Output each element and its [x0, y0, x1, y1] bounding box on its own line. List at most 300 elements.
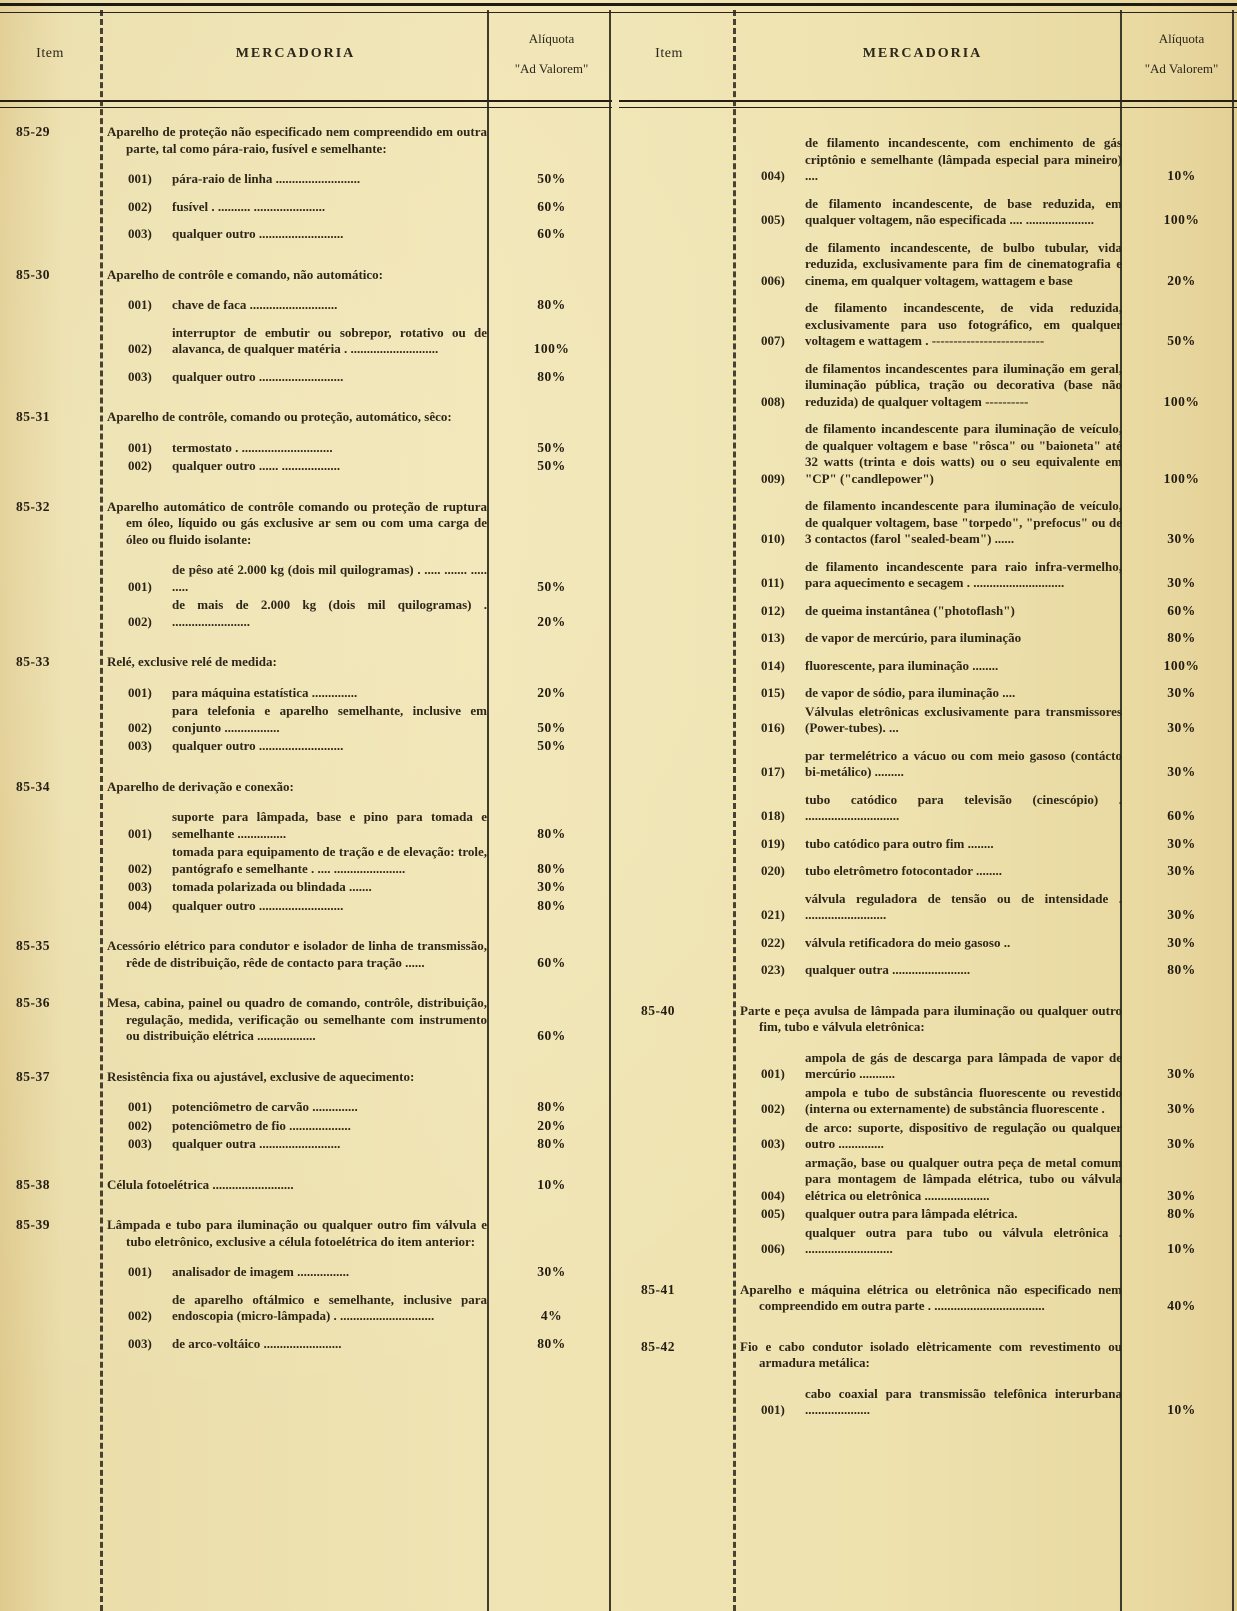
subitem-description: de filamento incandescente, de base reduzida, em qualquer voltagem, não especificada .... ..................... — [805, 195, 1122, 227]
mercadoria-description: Acessório elétrico para condutor e isolador de linha de transmissão, rêde de distribuição, rêde de contacto para tração ...... — [107, 938, 487, 970]
column-divider-item-left — [100, 10, 103, 1611]
subitem-row — [100, 738, 612, 755]
heading-row — [100, 409, 612, 426]
mercadoria-cell — [100, 124, 612, 243]
entries-right — [619, 124, 1237, 1419]
subitem-code: 007) — [761, 333, 785, 348]
table-row — [0, 779, 612, 915]
mercadoria-description: Mesa, cabina, painel ou quadro de comando, contrôle, distribuição, regulação, medida, verificação ou semelhante com instrumento ou distribuição elétrica .................. — [107, 995, 487, 1043]
subitem-description: pára-raio de linha .......................... — [172, 171, 361, 186]
right-table-half — [619, 10, 1237, 1611]
subitem-description: qualquer outra para lâmpada elétrica. — [805, 1206, 1018, 1221]
subitem-description: qualquer outro .......................... — [172, 738, 344, 753]
aliquota-value: 30% — [1167, 1101, 1196, 1116]
aliquota-value: 60% — [537, 226, 566, 241]
aliquota-value: 80% — [537, 297, 566, 312]
header-aliquota-line1: Alíquota — [1158, 31, 1205, 46]
subitem-code: 023) — [761, 962, 785, 977]
subitem-row — [100, 844, 612, 877]
aliquota-value: 80% — [1167, 630, 1196, 645]
subitem-code: 021) — [761, 907, 785, 922]
aliquota-value: 80% — [537, 825, 566, 841]
header-aliquota-line2: "Ad Valorem" — [514, 61, 589, 76]
subitem-description: fusível . .......... ...................... — [172, 198, 326, 214]
aliquota-value: 80% — [537, 368, 566, 384]
subitem-row — [100, 297, 612, 314]
subitem-row — [100, 325, 612, 358]
subitem-code: 003) — [128, 1136, 152, 1151]
heading-row — [733, 1339, 1237, 1372]
aliquota-value: 100% — [1163, 470, 1200, 486]
subitem-row — [100, 809, 612, 842]
header-item-label: Item — [655, 46, 683, 61]
table-right-border-right — [1232, 10, 1234, 1611]
subitem-description: de filamentos incandescentes para iluminação em geral, iluminação pública, tração ou decorativa (base não reduzida) de qualquer voltagem ---------- — [805, 360, 1122, 409]
subitem-description: qualquer outra ......................... — [172, 1136, 341, 1151]
subitem-description: de filamento incandescente, de bulbo tubular, vida reduzida, exclusivamente para fim de cinematografia e cinema, em qualquer voltagem, wattagem e base — [805, 239, 1122, 288]
subitem-code: 003) — [128, 879, 152, 894]
subitem-code: 003) — [761, 1136, 785, 1151]
subitem-description: de filamento incandescente para iluminação de veículo, de qualquer voltagem e base "rôsca" ou "baioneta" até 32 watts (trinta e dois watts) ou o seu equivalente em "CP" ("candlepower") — [805, 421, 1122, 486]
item-number — [619, 124, 733, 979]
subitem-code: 003) — [128, 368, 152, 384]
subitem-row — [100, 597, 612, 630]
subitem-row — [733, 300, 1237, 350]
item-number: 85-34 — [16, 778, 50, 794]
table-row — [0, 1177, 612, 1194]
aliquota-value: 10% — [1167, 168, 1196, 183]
subitem-row — [733, 1386, 1237, 1419]
mercadoria-cell — [100, 779, 612, 915]
header-mercadoria-label: MERCADORIA — [862, 46, 983, 61]
subitem-row — [733, 1155, 1237, 1205]
subitem-row — [733, 559, 1237, 592]
subitem-description: para máquina estatística .............. — [172, 684, 358, 700]
subitem-row — [733, 1050, 1237, 1083]
subitem-row — [100, 1136, 612, 1153]
aliquota-value: 20% — [537, 613, 566, 629]
subitem-code: 006) — [761, 272, 785, 288]
aliquota-value: 80% — [1167, 1206, 1196, 1221]
subitem-code: 001) — [761, 1402, 785, 1417]
table-row — [0, 124, 612, 243]
mercadoria-description: Aparelho e máquina elétrica ou eletrônica não especificado nem compreendido em outra parte . .................................. — [740, 1281, 1122, 1313]
subitem-code: 005) — [761, 1206, 785, 1221]
subitem-description: qualquer outro .......................... — [172, 226, 344, 241]
subitem-row — [100, 226, 612, 243]
subitem-code: 006) — [761, 1241, 785, 1256]
subitem-code: 004) — [761, 1187, 785, 1203]
aliquota-value: 50% — [537, 738, 566, 753]
subitem-row — [733, 704, 1237, 737]
subitem-description: de vapor de mercúrio, para iluminação — [805, 630, 1022, 645]
subitem-row — [733, 361, 1237, 411]
subitem-description: tomada para equipamento de tração e de elevação: trole, pantógrafo e semelhante . .... ...................... — [172, 844, 487, 876]
mercadoria-cell — [733, 1282, 1237, 1315]
subitem-code: 017) — [761, 764, 785, 779]
aliquota-value: 30% — [537, 1264, 566, 1279]
aliquota-value: 80% — [537, 860, 566, 876]
item-number: 85-36 — [16, 995, 50, 1010]
aliquota-value: 30% — [1167, 835, 1196, 851]
aliquota-value: 10% — [537, 1176, 566, 1192]
table-row — [619, 1003, 1237, 1258]
subitem-description: par termelétrico a vácuo ou com meio gasoso (contácto bi-metálico) ......... — [805, 747, 1122, 779]
mercadoria-description: Célula fotoelétrica ......................... — [107, 1176, 294, 1192]
subitem-code: 001) — [128, 578, 152, 594]
subitem-row — [100, 1118, 612, 1135]
mercadoria-cell — [100, 1217, 612, 1352]
subitem-code: 010) — [761, 531, 785, 546]
item-number: 85-33 — [16, 654, 50, 669]
subitem-code: 001) — [128, 684, 152, 700]
subitem-code: 016) — [761, 720, 785, 735]
subitem-code: 002) — [128, 198, 152, 214]
subitem-code: 002) — [761, 1101, 785, 1116]
mercadoria-cell — [100, 1069, 612, 1153]
aliquota-value: 50% — [537, 439, 566, 455]
subitem-description: ampola e tubo de substância fluorescente ou revestido (interna ou externamente) de substância fluorescente . — [805, 1084, 1122, 1116]
header-item-label: Item — [36, 46, 64, 61]
subitem-code: 008) — [761, 393, 785, 409]
mercadoria-description: Resistência fixa ou ajustável, exclusive de aquecimento: — [107, 1068, 415, 1084]
item-number: 85-42 — [641, 1338, 675, 1354]
table-row — [0, 1069, 612, 1153]
aliquota-value: 40% — [1167, 1298, 1196, 1313]
subitem-description: de mais de 2.000 kg (dois mil quilogramas) . ........................ — [172, 597, 487, 629]
subitem-code: 011) — [761, 575, 785, 590]
subitem-row — [733, 1085, 1237, 1118]
mercadoria-cell — [100, 938, 612, 971]
left-table-half — [0, 10, 612, 1611]
heading-row — [733, 1282, 1237, 1315]
table-row — [619, 1339, 1237, 1419]
subitem-description: qualquer outro ...... .................. — [172, 458, 341, 473]
table-row — [0, 1217, 612, 1352]
mercadoria-description: Relé, exclusive relé de medida: — [107, 654, 277, 669]
item-number: 85-38 — [16, 1176, 50, 1192]
mercadoria-description: Aparelho automático de contrôle comando ou proteção de ruptura em óleo, líquido ou gás exclusive ar sem ou com uma carga de óleo ou fluido isolante: — [107, 498, 487, 547]
subitem-code: 018) — [761, 808, 785, 823]
subitem-row — [733, 1206, 1237, 1223]
subitem-row — [733, 685, 1237, 702]
subitem-description: potenciômetro de carvão .............. — [172, 1099, 358, 1114]
mercadoria-description: Aparelho de derivação e conexão: — [107, 778, 294, 794]
mercadoria-cell — [733, 1339, 1237, 1419]
subitem-row — [100, 703, 612, 736]
subitem-row — [733, 935, 1237, 952]
table-row — [619, 1282, 1237, 1315]
mercadoria-cell — [100, 995, 612, 1045]
table-row — [0, 995, 612, 1045]
item-number: 85-39 — [16, 1217, 50, 1232]
subitem-code: 002) — [128, 860, 152, 876]
item-number: 85-31 — [16, 409, 50, 424]
aliquota-value: 50% — [537, 719, 566, 735]
subitem-code: 001) — [128, 439, 152, 455]
aliquota-value: 60% — [537, 198, 566, 214]
aliquota-value: 100% — [1163, 212, 1200, 227]
aliquota-value: 80% — [537, 1136, 566, 1151]
subitem-code: 002) — [128, 341, 152, 356]
mercadoria-cell — [100, 499, 612, 631]
subitem-row — [733, 421, 1237, 487]
subitem-row — [100, 1264, 612, 1281]
aliquota-value: 30% — [1167, 907, 1196, 922]
subitem-description: de filamento incandescente, de vida reduzida, exclusivamente para uso fotográfico, em qualquer voltagem e wattagem . -------------------------- — [805, 300, 1122, 348]
subitem-description: de filamento incandescente para raio infra-vermelho, para aquecimento e secagem . ............................ — [805, 558, 1122, 590]
aliquota-value: 60% — [1167, 602, 1196, 618]
mercadoria-cell — [100, 1177, 612, 1194]
subitem-description: qualquer outro .......................... — [172, 368, 344, 384]
subitem-description: armação, base ou qualquer outra peça de metal comum para montagem de lâmpada elétrica, tubo ou válvula elétrica ou eletrônica .................... — [805, 1154, 1122, 1203]
heading-row — [100, 779, 612, 796]
subitem-row — [100, 458, 612, 475]
aliquota-value: 30% — [1167, 1066, 1196, 1081]
mercadoria-cell — [733, 1003, 1237, 1258]
subitem-description: de arco: suporte, dispositivo de regulação ou qualquer outro .............. — [805, 1119, 1122, 1151]
subitem-code: 004) — [761, 168, 785, 183]
aliquota-value: 100% — [533, 341, 570, 356]
subitem-description: de arco-voltáico ........................ — [172, 1335, 342, 1351]
aliquota-value: 4% — [540, 1308, 563, 1323]
subitem-code: 014) — [761, 657, 785, 673]
subitem-row — [733, 498, 1237, 548]
column-divider-item-right — [733, 10, 736, 1611]
subitem-row — [100, 1099, 612, 1116]
subitem-row — [733, 1120, 1237, 1153]
table-header-right — [619, 10, 1237, 98]
subitem-description: qualquer outra para tubo ou válvula eletrônica . ........................... — [805, 1224, 1122, 1256]
subitem-code: 001) — [128, 1099, 152, 1114]
subitem-description: fluorescente, para iluminação ........ — [805, 657, 999, 673]
aliquota-value: 50% — [1167, 333, 1196, 348]
subitem-row — [733, 962, 1237, 979]
item-number: 85-32 — [16, 498, 50, 514]
item-number: 85-30 — [16, 266, 50, 282]
subitem-description: Válvulas eletrônicas exclusivamente para transmissores (Power-tubes). ... — [805, 703, 1122, 735]
subitem-code: 002) — [128, 1308, 152, 1323]
mercadoria-cell — [100, 267, 612, 386]
aliquota-value: 50% — [537, 578, 566, 594]
subitem-row — [100, 440, 612, 457]
column-divider-rate-right — [1120, 10, 1122, 1611]
subitem-row — [733, 135, 1237, 185]
subitem-code: 001) — [128, 825, 152, 841]
aliquota-value: 60% — [537, 954, 566, 970]
subitem-row — [100, 562, 612, 595]
subitem-row — [100, 1336, 612, 1353]
aliquota-value: 30% — [1167, 575, 1196, 590]
aliquota-value: 30% — [1167, 863, 1196, 878]
subitem-row — [100, 685, 612, 702]
mercadoria-cell — [100, 409, 612, 475]
aliquota-value: 60% — [1167, 808, 1196, 823]
aliquota-value: 100% — [1163, 657, 1200, 673]
subitem-code: 012) — [761, 602, 785, 618]
aliquota-value: 20% — [1167, 272, 1196, 288]
heading-row — [100, 1217, 612, 1250]
subitem-row — [733, 1225, 1237, 1258]
table-row — [0, 499, 612, 631]
mercadoria-description: Lâmpada e tubo para iluminação ou qualquer outro fim válvula e tubo eletrônico, exclusive a célula fotoelétrica do item anterior: — [107, 1217, 487, 1249]
aliquota-value: 80% — [537, 897, 566, 913]
mercadoria-description: Fio e cabo condutor isolado elètricamente com revestimento ou armadura metálica: — [740, 1338, 1122, 1370]
header-mercadoria-label: MERCADORIA — [235, 46, 356, 61]
aliquota-value: 60% — [537, 1028, 566, 1043]
subitem-row — [100, 369, 612, 386]
aliquota-value: 10% — [1167, 1402, 1196, 1417]
table-row — [0, 938, 612, 971]
subitem-description: tubo eletrômetro fotocontador ........ — [805, 863, 1003, 878]
subitem-row — [733, 603, 1237, 620]
subitem-code: 001) — [128, 1264, 152, 1279]
subitem-code: 003) — [128, 226, 152, 241]
aliquota-value: 30% — [1167, 531, 1196, 546]
aliquota-value: 80% — [537, 1099, 566, 1114]
heading-row — [100, 124, 612, 157]
aliquota-value: 30% — [1167, 1187, 1196, 1203]
subitem-row — [733, 240, 1237, 290]
subitem-description: analisador de imagem ................ — [172, 1264, 350, 1279]
subitem-code: 002) — [128, 719, 152, 735]
subitem-code: 001) — [761, 1066, 785, 1081]
subitem-description: ampola de gás de descarga para lâmpada de vapor de mercúrio ........... — [805, 1049, 1122, 1081]
table-row — [619, 124, 1237, 979]
heading-row — [100, 654, 612, 671]
subitem-code: 013) — [761, 630, 785, 645]
subitem-description: suporte para lâmpada, base e pino para tomada e semelhante ............... — [172, 809, 487, 841]
subitem-row — [733, 196, 1237, 229]
aliquota-value: 30% — [537, 879, 566, 894]
item-number: 85-41 — [641, 1281, 675, 1297]
header-aliquota-label — [491, 10, 612, 98]
mercadoria-cell — [733, 124, 1237, 979]
item-number: 85-37 — [16, 1068, 50, 1084]
mercadoria-description: Parte e peça avulsa de lâmpada para iluminação ou qualquer outro fim, tubo e válvula eletrônica: — [740, 1002, 1122, 1034]
heading-row — [100, 499, 612, 549]
subitem-code: 001) — [128, 297, 152, 312]
table-header-left — [0, 10, 612, 98]
table-row — [0, 267, 612, 386]
subitem-description: qualquer outra ........................ — [805, 962, 971, 977]
item-number: 85-40 — [641, 1002, 675, 1018]
aliquota-value: 50% — [537, 458, 566, 473]
header-divider-left — [0, 100, 612, 108]
table-row — [0, 654, 612, 755]
mercadoria-description: Aparelho de proteção não especificado nem compreendido em outra parte, tal como pára-raio, fusível e semelhante: — [107, 124, 487, 156]
aliquota-value: 10% — [1167, 1241, 1196, 1256]
aliquota-value: 80% — [1167, 962, 1196, 977]
subitem-description: tomada polarizada ou blindada ....... — [172, 879, 372, 894]
aliquota-value: 20% — [537, 1117, 566, 1133]
aliquota-value: 30% — [1167, 934, 1196, 950]
aliquota-value: 100% — [1163, 393, 1200, 409]
subitem-description: válvula retificadora do meio gasoso .. — [805, 934, 1011, 950]
header-aliquota-line2: "Ad Valorem" — [1144, 61, 1219, 76]
subitem-description: cabo coaxial para transmissão telefônica interurbana .................... — [805, 1385, 1122, 1417]
item-number: 85-35 — [16, 938, 50, 953]
heading-row — [100, 267, 612, 284]
subitem-description: de filamento incandescente, com enchimento de gás criptônio e semelhante (lâmpada especial para mineiro) .... — [805, 135, 1122, 183]
subitem-code: 020) — [761, 863, 785, 878]
column-divider-rate-left — [487, 10, 489, 1611]
heading-row — [100, 1069, 612, 1086]
mercadoria-cell — [100, 654, 612, 755]
subitem-description: tubo catódico para televisão (cinescópio) . ............................. — [805, 791, 1122, 823]
subitem-row — [100, 879, 612, 896]
subitem-code: 019) — [761, 835, 785, 851]
heading-row — [100, 1177, 612, 1194]
aliquota-value: 30% — [1167, 764, 1196, 779]
subitem-description: interruptor de embutir ou sobrepor, rotativo ou de alavanca, de qualquer matéria . ........................... — [172, 324, 487, 356]
subitem-code: 002) — [128, 613, 152, 629]
subitem-row — [100, 199, 612, 216]
subitem-row — [733, 836, 1237, 853]
mercadoria-description: Aparelho de contrôle e comando, não automático: — [107, 266, 383, 282]
aliquota-value: 30% — [1167, 720, 1196, 735]
subitem-code: 004) — [128, 897, 152, 913]
subitem-row — [733, 658, 1237, 675]
subitem-description: tubo catódico para outro fim ........ — [805, 835, 994, 851]
subitem-description: termostato . ............................ — [172, 439, 333, 455]
subitem-row — [733, 748, 1237, 781]
subitem-row — [733, 792, 1237, 825]
subitem-row — [100, 898, 612, 915]
subitem-description: potenciômetro de fio ................... — [172, 1117, 351, 1133]
subitem-description: de queima instantânea ("photoflash") — [805, 602, 1015, 618]
subitem-description: qualquer outro .......................... — [172, 897, 344, 913]
header-aliquota-line1: Alíquota — [528, 31, 575, 46]
subitem-description: de filamento incandescente para iluminação de veículo, de qualquer voltagem, base "torpedo", "prefocus" ou de 3 contactos (farol "sealed-beam") ...... — [805, 498, 1122, 546]
subitem-row — [733, 863, 1237, 880]
subitem-description: de pêso até 2.000 kg (dois mil quilogramas) . ..... ....... ..... ..... — [172, 562, 487, 594]
mercadoria-description: Aparelho de contrôle, comando ou proteção, automático, sêco: — [107, 409, 452, 424]
subitem-description: de aparelho oftálmico e semelhante, inclusive para endoscopia (micro-lâmpada) . ............................. — [172, 1291, 487, 1323]
subitem-code: 003) — [128, 738, 152, 753]
subitem-description: válvula reguladora de tensão ou de intensidade . ......................... — [805, 890, 1122, 922]
header-divider-right — [619, 100, 1237, 108]
subitem-row — [733, 630, 1237, 647]
subitem-code: 015) — [761, 685, 785, 700]
subitem-row — [100, 171, 612, 188]
subitem-code: 003) — [128, 1335, 152, 1351]
header-aliquota-label — [1126, 10, 1237, 98]
aliquota-value: 80% — [537, 1335, 566, 1351]
subitem-row — [100, 1292, 612, 1325]
subitem-code: 005) — [761, 212, 785, 227]
table-row — [0, 409, 612, 475]
heading-row — [100, 938, 612, 971]
subitem-code: 002) — [128, 458, 152, 473]
subitem-code: 022) — [761, 934, 785, 950]
table-right-border-left — [609, 10, 611, 1611]
item-number: 85-29 — [16, 124, 50, 139]
subitem-code: 001) — [128, 171, 152, 186]
heading-row — [733, 1003, 1237, 1036]
aliquota-value: 30% — [1167, 1136, 1196, 1151]
aliquota-value: 50% — [537, 171, 566, 186]
subitem-description: para telefonia e aparelho semelhante, inclusive em conjunto ................. — [172, 703, 487, 735]
subitem-description: de vapor de sódio, para iluminação .... — [805, 685, 1016, 700]
heading-row — [100, 995, 612, 1045]
entries-left — [0, 124, 612, 1352]
aliquota-value: 20% — [537, 684, 566, 700]
subitem-code: 002) — [128, 1117, 152, 1133]
subitem-description: chave de faca ........................... — [172, 297, 338, 312]
subitem-code: 009) — [761, 470, 785, 486]
subitem-row — [733, 891, 1237, 924]
